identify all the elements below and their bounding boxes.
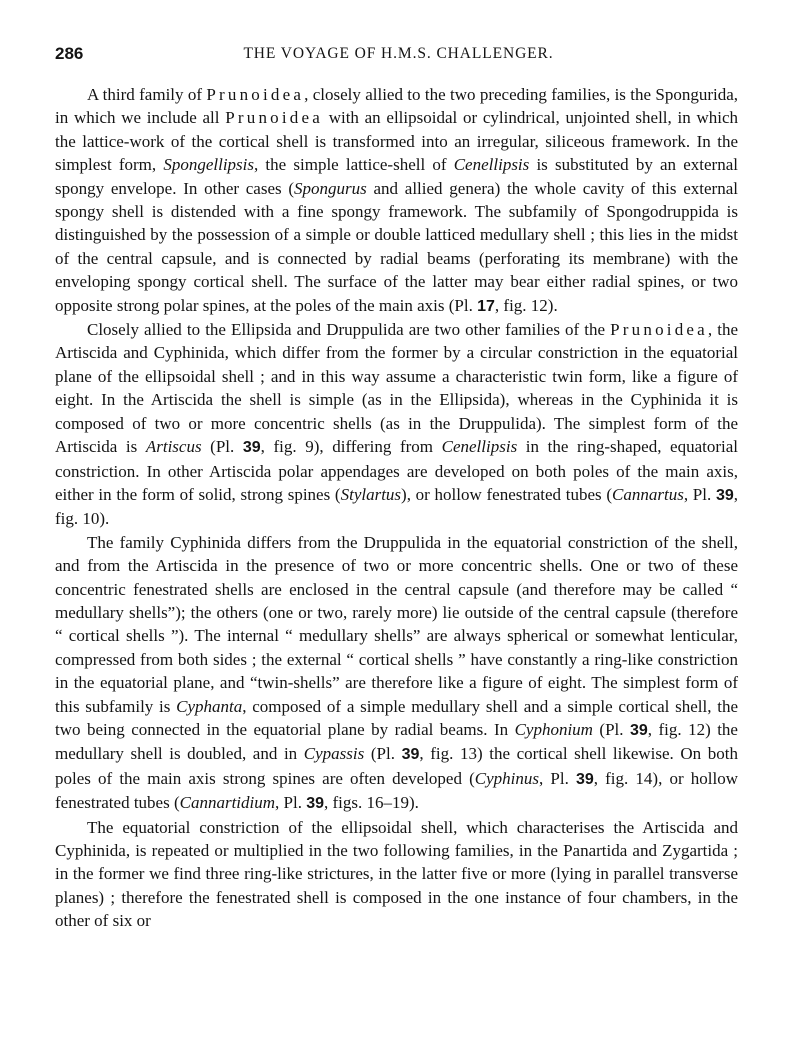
italic-term: Spongellipsis	[163, 155, 254, 175]
italic-term: Artiscus	[145, 437, 202, 457]
text-run: , figs. 16–19).	[324, 793, 419, 813]
text-run: , fig. 12) the medullary shell is doubled, and in	[55, 719, 738, 764]
plate-number: 39	[401, 746, 420, 764]
paragraph	[55, 531, 738, 816]
spaced-term: Prunoidea	[610, 320, 708, 340]
plate-number: 39	[242, 439, 261, 457]
italic-term: Cenellipsis	[453, 155, 530, 175]
text-run: ), or hollow fenestrated tubes (	[401, 484, 613, 504]
italic-term: Spongurus	[294, 178, 367, 198]
italic-term: Cannartus	[612, 484, 684, 504]
page-number: 286	[55, 44, 84, 63]
text-run: , closely allied to the two preceding families, is the Spongurida, in which we include all	[55, 85, 738, 128]
text-run: A third family of	[87, 85, 207, 104]
text-run: , the Artiscida and Cyphinida, which differ from the former by a circular constriction in the equatorial plane of the ellipsoidal shell ; and in this way assume a characteristic twin form, like a figure of eight. In the Artiscida the shell is simple (as in the Ellipsida), whereas in the Cyphinida it is composed of two or more concentric shells (as in the Druppulida). The simplest form of the Artiscida is	[55, 320, 738, 457]
spaced-term: Prunoidea	[206, 85, 305, 104]
page-header	[55, 44, 742, 68]
paragraph	[55, 318, 738, 531]
text-run: (Pl.	[364, 744, 402, 764]
paragraph	[55, 816, 738, 933]
text-run: , Pl.	[275, 793, 307, 813]
text-run: , fig. 14), or hollow fenestrated tubes (	[55, 768, 738, 813]
text-run: , Pl.	[683, 484, 716, 504]
running-head: THE VOYAGE OF H.M.S. CHALLENGER.	[243, 45, 554, 62]
italic-term: Cyphonium	[514, 719, 593, 739]
plate-number: 39	[306, 795, 325, 813]
italic-term: Stylartus	[340, 484, 402, 504]
plate-number: 39	[715, 486, 734, 504]
text-run: , composed of a simple medullary shell and a simple cortical shell, the two being connected in the equatorial plane by radial beams. In	[55, 696, 738, 739]
paragraph	[55, 83, 738, 318]
italic-term: Cannartidium	[179, 793, 276, 813]
plate-number: 39	[575, 770, 594, 788]
italic-term: Cenellipsis	[441, 437, 518, 457]
text-run: in the ring-shaped, equatorial constriction. In other Artiscida polar appendages are developed on both poles of the main axis, either in the form of solid, strong spines (	[55, 437, 739, 504]
text-run: is substituted by an external spongy envelope. In other cases (	[55, 155, 738, 198]
plate-number: 39	[629, 721, 648, 739]
text-run: , fig. 12).	[494, 295, 558, 315]
text-run: (Pl.	[201, 437, 243, 457]
text-run: The equatorial constriction of the ellipsoidal shell, which characterises the Artiscida and Cyphinida, is repeated or multiplied in the two following families, in the Panartida and Zygartida ; in the former we find three ring-like strictures, in the latter five or more (lying in parallel transverse planes) ; therefore the fenestrated shell is composed in the one instance of four chambers, in the other of six or	[55, 817, 738, 931]
text-run: with an ellipsoidal or cylindrical, unjointed shell, in which the lattice-work of the cortical shell is transformed into an irregular, siliceous framework. In the simplest form,	[55, 108, 738, 175]
italic-term: Cyphinus	[474, 768, 539, 788]
text-run: and allied genera) the whole cavity of this external spongy shell is distended with a fine spongy framework. The subfamily of Spongodruppida is distinguished by the possession of a simple or double latticed medullary shell ; this lies in the midst of the central capsule, and is connected by radial beams (perforating its membrane) with the enveloping spongy cortical shell. The surface of the latter may bear either radial spines, or two opposite strong polar spines, at the poles of the main axis (Pl.	[55, 178, 738, 315]
text-run: , fig. 9), differing from	[260, 437, 442, 457]
text-run: , the simple lattice-shell of	[254, 155, 454, 175]
text-run: The family Cyphinida differs from the Druppulida in the equatorial constriction of the shell, and from the Artiscida in the presence of two or more concentric shells. One or two of these concentric fenestrated shells are enclosed in the central capsule (and therefore may be called “ medullary shells”); the others (one or two, rarely more) lie outside of the central capsule (therefore “ cortical shells ”). The internal “ medullary shells” are always spherical or somewhat lenticular, compressed from both sides ; the external “ cortical shells ” have constantly a ring-like constriction in the equatorial plane, and “twin-shells” are therefore like a figure of eight. The simplest form of this subfamily is	[55, 532, 738, 716]
spaced-term: Prunoidea	[225, 108, 323, 128]
text-run: Closely allied to the Ellipsida and Druppulida are two other families of the	[87, 320, 611, 340]
italic-term: Cypassis	[303, 744, 365, 764]
italic-term: Cyphanta	[176, 696, 243, 716]
text-run: , Pl.	[539, 768, 576, 788]
plate-number: 17	[477, 297, 495, 315]
body-text	[55, 83, 738, 933]
text-run: , fig. 13) the cortical shell likewise. On both poles of the main axis strong spines are often developed (	[55, 744, 739, 788]
text-run: (Pl.	[592, 719, 630, 739]
text-run: , fig. 10).	[55, 484, 738, 529]
